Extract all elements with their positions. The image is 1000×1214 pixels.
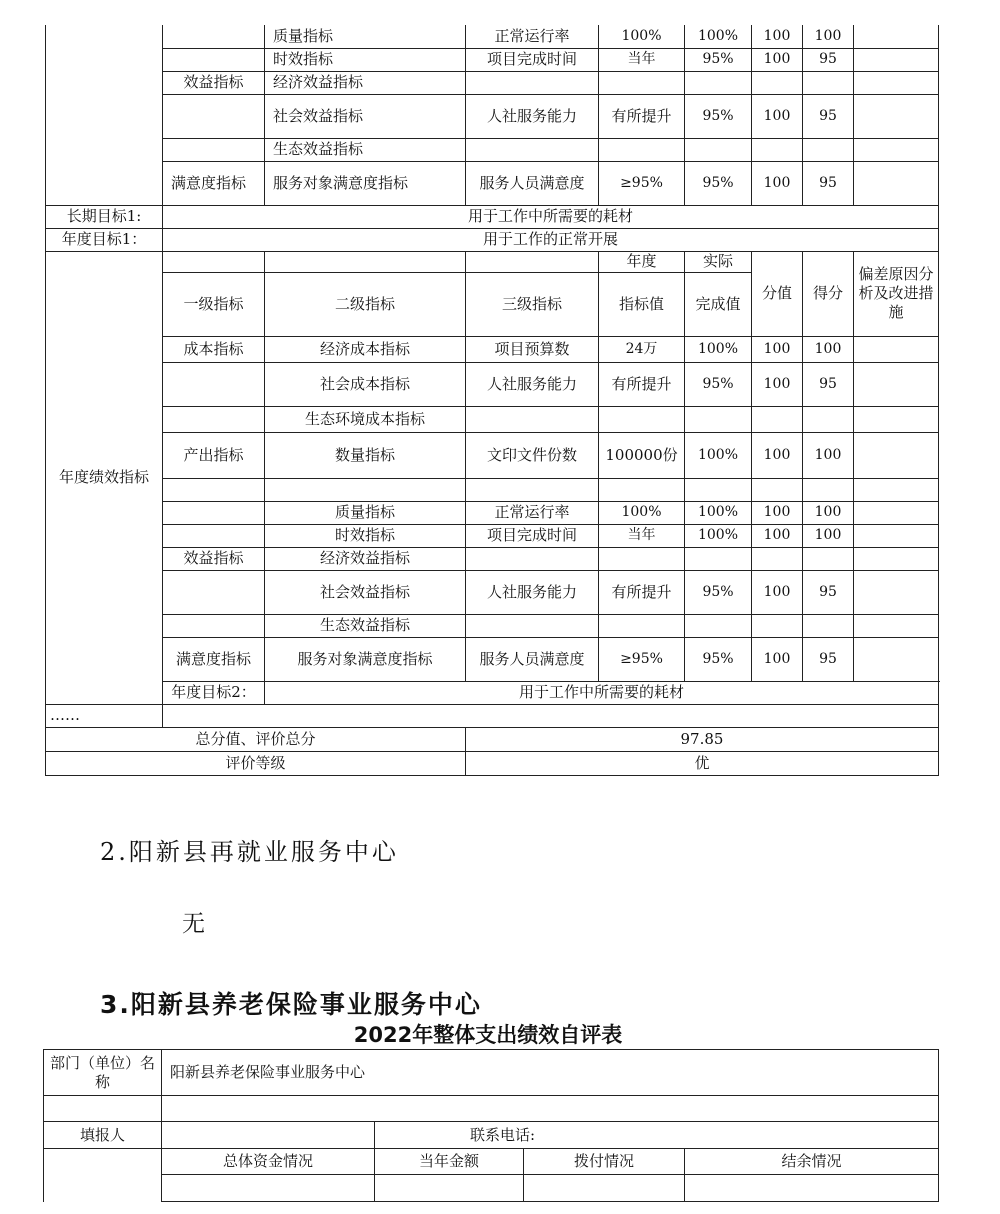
table-row: 满意度指标 服务对象满意度指标 服务人员满意度 ≥95% 95% 100 95: [46, 161, 939, 205]
section-3-heading: 3.阳新县养老保险事业服务中心: [100, 990, 482, 1019]
phone-label: 联系电话:: [375, 1122, 939, 1149]
long-term-goal-row: 长期目标1: 用于工作中所需要的耗材: [46, 205, 939, 228]
table-header-row: 一级指标 二级指标 三级指标 指标值 完成值: [46, 272, 939, 336]
table-row: 质量指标 正常运行率 100% 100% 100 100: [46, 25, 939, 48]
table-row: 满意度指标 服务对象满意度指标 服务人员满意度 ≥95% 95% 100 95: [46, 637, 939, 681]
dept-row: [44, 1050, 939, 1096]
table-row: 质量指标 正常运行率 100% 100% 100 100: [46, 501, 939, 524]
table-border: [43, 1178, 44, 1202]
overall-expenditure-table: [43, 1049, 939, 1202]
table-row: 时效指标 项目完成时间 当年 95% 100 95: [46, 48, 939, 71]
performance-table: [45, 25, 939, 776]
table-row: 效益指标 经济效益指标: [46, 71, 939, 94]
table-row: [44, 1175, 939, 1202]
table-row: 生态环境成本指标: [46, 406, 939, 432]
table-row: 社会成本指标 人社服务能力 有所提升 95% 100 95: [46, 362, 939, 406]
ellipsis-row: ……: [46, 704, 939, 727]
table-row: 生态效益指标: [46, 614, 939, 637]
filler-label: 填报人: [44, 1122, 162, 1149]
table-header-row: 年度绩效指标 年度 实际 分值 得分 偏差原因分析及改进措施: [46, 251, 939, 272]
form-title: 2022年整体支出绩效自评表: [353, 1023, 623, 1047]
annual-goal-row: 年度目标1： 用于工作的正常开展: [46, 228, 939, 251]
dept-label: 部门（单位）名称: [44, 1050, 162, 1096]
table-row: 时效指标 项目完成时间 当年 100% 100 100: [46, 524, 939, 547]
table-row: 社会效益指标 人社服务能力 有所提升 95% 100 95: [46, 94, 939, 138]
funds-header-row: 总体资金情况 当年金额 拨付情况 结余情况: [44, 1149, 939, 1175]
table-row: [44, 1096, 939, 1122]
annual-indicator-label: 年度绩效指标: [46, 251, 163, 704]
table-row: 社会效益指标 人社服务能力 有所提升 95% 100 95: [46, 570, 939, 614]
table-row: [46, 478, 939, 501]
filler-row: [44, 1122, 939, 1149]
table-row: 产出指标 数量指标 文印文件份数 100000份 100% 100 100: [46, 432, 939, 478]
section-2-content: 无: [182, 911, 208, 937]
section-2-heading: 2.阳新县再就业服务中心: [100, 838, 399, 866]
grade-row: 评价等级 优: [46, 751, 939, 775]
table-row: 生态效益指标: [46, 138, 939, 161]
table-row: 效益指标 经济效益指标: [46, 547, 939, 570]
total-score-row: 总分值、评价总分 97.85: [46, 727, 939, 751]
table-row: 成本指标 经济成本指标 项目预算数 24万 100% 100 100: [46, 336, 939, 362]
dept-value: 阳新县养老保险事业服务中心: [162, 1050, 939, 1096]
annual-goal-2-row: 年度目标2： 用于工作中所需要的耗材: [46, 681, 939, 704]
